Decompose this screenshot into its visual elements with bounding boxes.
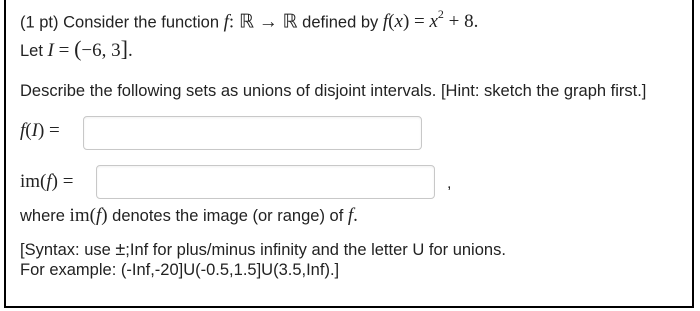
- defined-by-text: defined by: [302, 13, 379, 32]
- interval-statement: [20, 36, 133, 62]
- function-definition: $f(x) = x^2 + 8$.: [382, 7, 479, 33]
- intro-text: Consider the function: [63, 13, 220, 32]
- plus-minus-symbol: ±: [115, 239, 126, 259]
- f-of-i-label: f(I) =: [20, 120, 60, 141]
- im-f-label: im(f) =: [20, 171, 74, 192]
- field-separator: ,: [447, 175, 452, 192]
- points-label: (1 pt): [20, 13, 59, 32]
- problem-statement: [20, 9, 478, 33]
- syntax-line-1: [Syntax: use ±;Inf for plus/minus infinity and the letter U for unions.: [20, 239, 506, 259]
- function-signature: f: ℝ → ℝ: [223, 11, 298, 33]
- image-note: where im(f) denotes the image (or range) of f.: [20, 205, 358, 226]
- instruction-text: Describe the following sets as unions of disjoint intervals. [Hint: sketch the graph first.]: [20, 82, 647, 100]
- f-of-i-input[interactable]: [83, 116, 422, 150]
- syntax-line-2: For example: (-Inf,-20]U(-0.5,1.5]U(3.5,Inf).]: [20, 261, 340, 279]
- interval-definition: I = (−6, 3].: [47, 36, 133, 61]
- im-f-input[interactable]: [96, 165, 435, 199]
- let-text: Let: [20, 42, 43, 60]
